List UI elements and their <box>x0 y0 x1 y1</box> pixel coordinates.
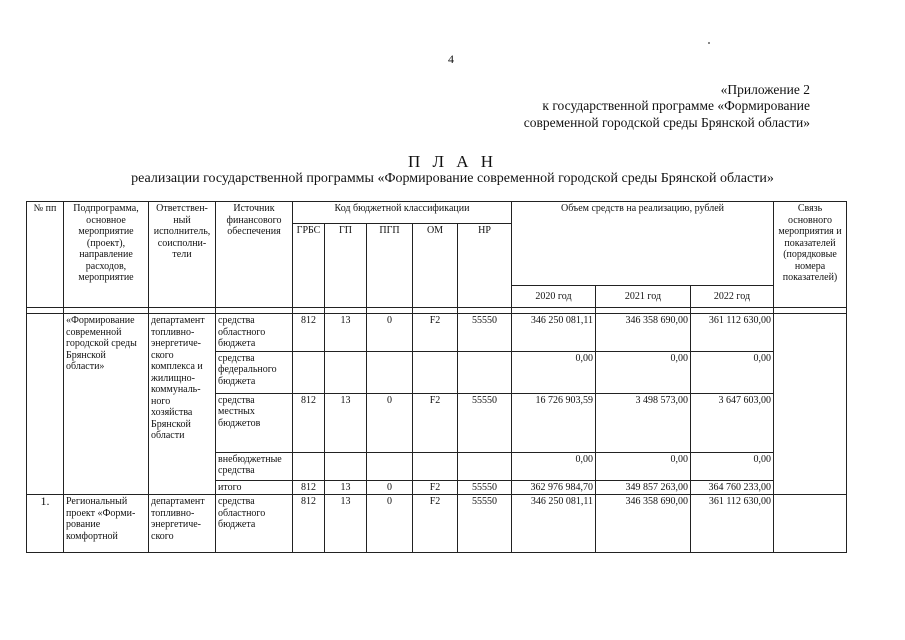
source-cell: итого <box>216 480 293 495</box>
om-cell: F2 <box>413 393 458 452</box>
header-2020: 2020 год <box>512 286 596 308</box>
amount-2022: 361 112 630,00 <box>691 495 774 553</box>
source-cell: средства областного бюджета <box>216 314 293 352</box>
appendix-line-1: «Приложение 2 <box>720 82 810 97</box>
amount-2022: 0,00 <box>691 452 774 480</box>
amount-2021: 349 857 263,00 <box>596 480 691 495</box>
pgp-cell <box>367 351 413 393</box>
header-gp: ГП <box>325 224 367 308</box>
om-cell <box>413 351 458 393</box>
np-cell: 55550 <box>458 495 512 553</box>
amount-2022: 361 112 630,00 <box>691 314 774 352</box>
gp-cell: 13 <box>325 495 367 553</box>
header-grbs: ГРБС <box>293 224 325 308</box>
executor-name: департамент топливно-энергетиче-ского <box>149 495 216 553</box>
amount-2022: 364 760 233,00 <box>691 480 774 495</box>
table-row <box>27 314 847 352</box>
amount-2020: 0,00 <box>512 351 596 393</box>
source-cell: средства федерального бюджета <box>216 351 293 393</box>
header-om: ОМ <box>413 224 458 308</box>
link-cell <box>774 495 847 553</box>
header-source: Источник финансового обеспечения <box>216 202 293 308</box>
om-cell <box>413 452 458 480</box>
amount-2021: 346 358 690,00 <box>596 495 691 553</box>
row-number: 1. <box>27 495 64 553</box>
header-volume: Объем средств на реализацию, рублей <box>512 202 774 286</box>
source-cell: средства местных бюджетов <box>216 393 293 452</box>
header-2022: 2022 год <box>691 286 774 308</box>
amount-2020: 346 250 081,11 <box>512 314 596 352</box>
grbs-cell: 812 <box>293 495 325 553</box>
plan-subtitle: реализации государственной программы «Формирование современной городской среды Брянской области» <box>131 171 774 186</box>
amount-2021: 0,00 <box>596 351 691 393</box>
page-number: 4 <box>448 52 454 66</box>
grbs-cell: 812 <box>293 480 325 495</box>
grbs-cell: 812 <box>293 393 325 452</box>
source-cell: внебюджетные средства <box>216 452 293 480</box>
pgp-cell: 0 <box>367 314 413 352</box>
source-cell: средства областного бюджета <box>216 495 293 553</box>
np-cell <box>458 351 512 393</box>
om-cell: F2 <box>413 495 458 553</box>
np-cell: 55550 <box>458 480 512 495</box>
appendix-line-2: к государственной программе «Формирование <box>542 98 810 113</box>
gp-cell: 13 <box>325 314 367 352</box>
amount-2020: 16 726 903,59 <box>512 393 596 452</box>
amount-2020: 346 250 081,11 <box>512 495 596 553</box>
np-cell: 55550 <box>458 393 512 452</box>
table-row <box>27 495 847 553</box>
header-np: НР <box>458 224 512 308</box>
pgp-cell: 0 <box>367 480 413 495</box>
header-executor: Ответствен-ный исполнитель, соисполни-тели <box>149 202 216 308</box>
pgp-cell: 0 <box>367 495 413 553</box>
gp-cell: 13 <box>325 480 367 495</box>
program-name: «Формирование современной городской среды Брянской области» <box>64 314 149 495</box>
pgp-cell: 0 <box>367 393 413 452</box>
program-name: Региональный проект «Форми-рование комфортной <box>64 495 149 553</box>
gp-cell <box>325 351 367 393</box>
pgp-cell <box>367 452 413 480</box>
plan-title: П Л А Н <box>407 152 498 171</box>
grbs-cell <box>293 351 325 393</box>
header-link: Связь основного мероприятия и показателей (порядковые номера показателей) <box>774 202 847 308</box>
om-cell: F2 <box>413 314 458 352</box>
amount-2022: 0,00 <box>691 351 774 393</box>
header-num: № пп <box>27 202 64 308</box>
appendix-line-3: современной городской среды Брянской области» <box>523 115 810 130</box>
header-program: Подпрограмма, основное мероприятие (проект), направление расходов, мероприятие <box>64 202 149 308</box>
amount-2020: 0,00 <box>512 452 596 480</box>
header-pgp: ПГП <box>367 224 413 308</box>
amount-2020: 362 976 984,70 <box>512 480 596 495</box>
scan-speck <box>708 42 710 44</box>
grbs-cell: 812 <box>293 314 325 352</box>
link-cell <box>774 314 847 495</box>
amount-2021: 346 358 690,00 <box>596 314 691 352</box>
header-budget-code: Код бюджетной классификации <box>293 202 512 224</box>
executor-name: департамент топливно-энергетиче-ского комплекса и жилищно-коммуналь-ного хозяйства Брянской области <box>149 314 216 495</box>
header-2021: 2021 год <box>596 286 691 308</box>
gp-cell <box>325 452 367 480</box>
gp-cell: 13 <box>325 393 367 452</box>
om-cell: F2 <box>413 480 458 495</box>
np-cell: 55550 <box>458 314 512 352</box>
amount-2021: 3 498 573,00 <box>596 393 691 452</box>
amount-2022: 3 647 603,00 <box>691 393 774 452</box>
grbs-cell <box>293 452 325 480</box>
plan-table <box>26 201 847 553</box>
amount-2021: 0,00 <box>596 452 691 480</box>
np-cell <box>458 452 512 480</box>
